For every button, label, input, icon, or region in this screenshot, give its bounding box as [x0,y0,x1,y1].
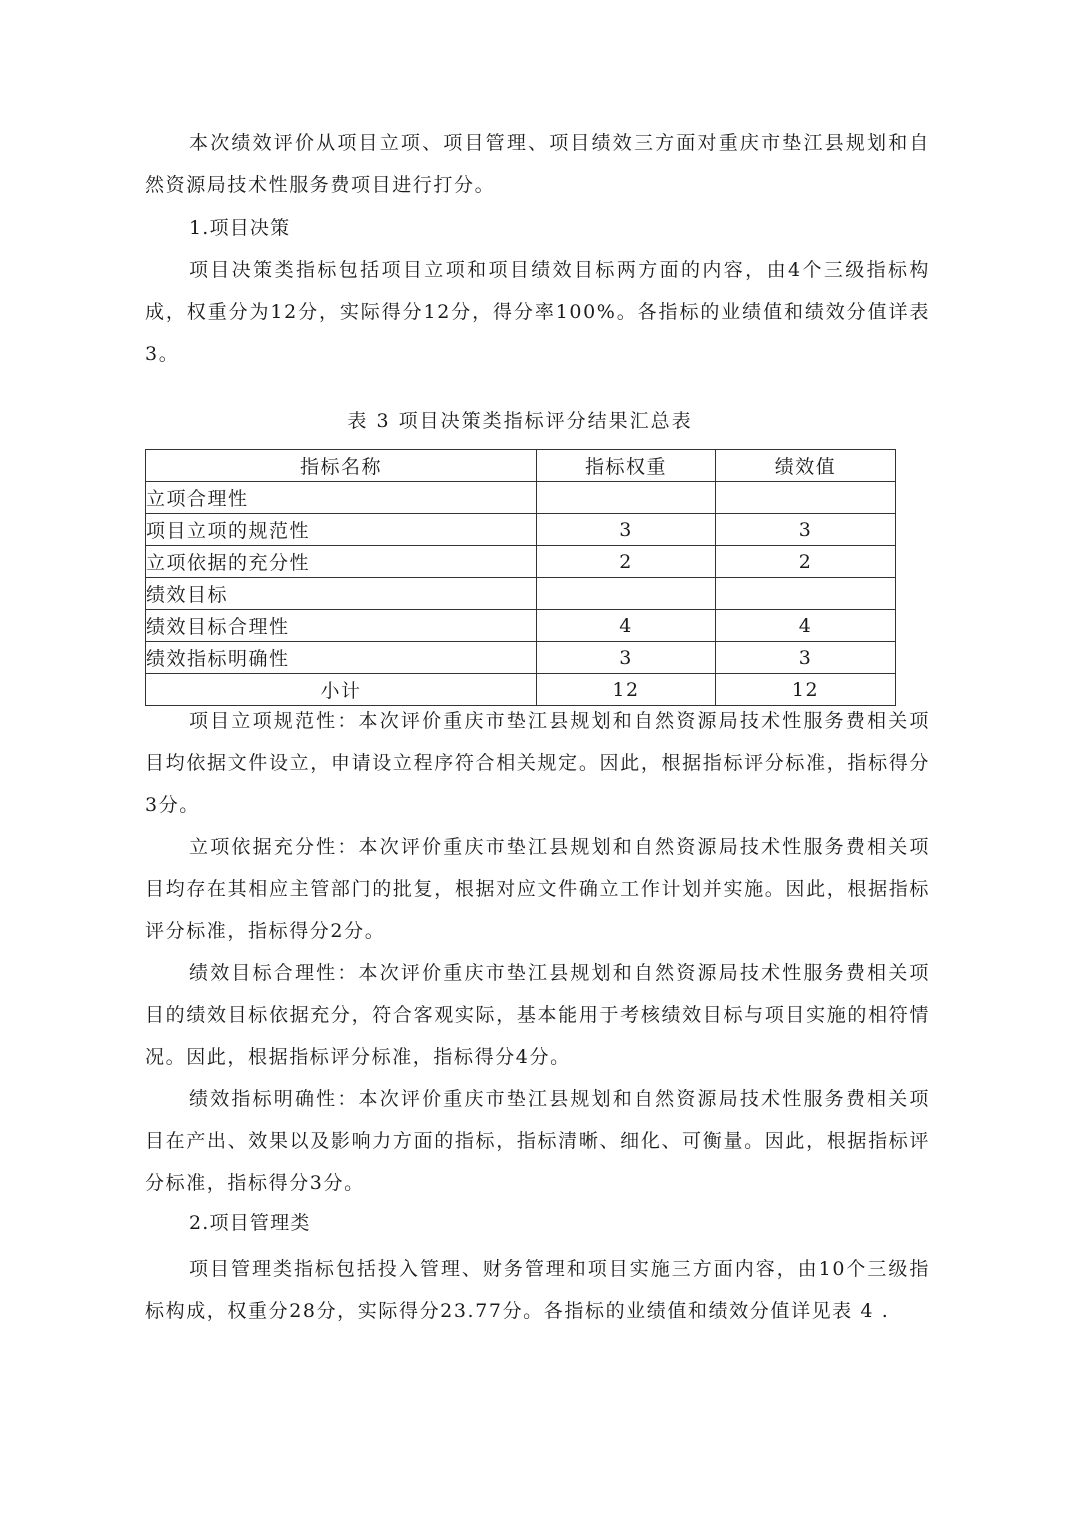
value-cell [716,482,896,514]
weight-cell [537,482,716,514]
header-indicator-name: 指标名称 [146,450,537,482]
indicator-name-cell: 绩效目标合理性 [146,610,537,642]
table-row [146,482,896,514]
value-cell: 3 [716,514,896,546]
decision-score-table [145,449,896,706]
header-performance-value: 绩效值 [716,450,896,482]
subtotal-weight-cell: 12 [537,674,716,706]
decision-description-paragraph: 项目决策类指标包括项目立项和项目绩效目标两方面的内容，由4个三级指标构成，权重分为12分，实际得分12分，得分率100%。各指标的业绩值和绩效分值详表3。 [145,259,930,365]
intro-paragraph: 本次绩效评价从项目立项、项目管理、项目绩效三方面对重庆市垫江县规划和自然资源局技术性服务费项目进行打分。 [145,132,930,196]
management-description-paragraph: 项目管理类指标包括投入管理、财务管理和项目实施三方面内容，由10个三级指标构成，权重分28分，实际得分23.77分。各指标的业绩值和绩效分值详见表 4 . [145,1258,930,1322]
section-heading-management: 2.项目管理类 [189,1212,311,1234]
subtotal-value-cell: 12 [716,674,896,706]
indicator-name-cell: 绩效目标 [146,578,537,610]
indicator-paragraph: 绩效指标明确性：本次评价重庆市垫江县规划和自然资源局技术性服务费相关项目在产出、效果以及影响力方面的指标，指标清晰、细化、可衡量。因此，根据指标评分标准，指标得分3分。 [145,1088,930,1194]
weight-cell: 4 [537,610,716,642]
header-indicator-weight: 指标权重 [537,450,716,482]
weight-cell: 2 [537,546,716,578]
weight-cell [537,578,716,610]
table-row [146,546,896,578]
subtotal-label-cell: 小计 [146,674,537,706]
table-row [146,610,896,642]
value-cell: 2 [716,546,896,578]
standard-paragraph: 项目立项规范性：本次评价重庆市垫江县规划和自然资源局技术性服务费相关项目均依据文件设立，申请设立程序符合相关规定。因此，根据指标评分标准，指标得分3分。 [145,710,930,816]
table-header-row [146,450,896,482]
indicator-name-cell: 绩效指标明确性 [146,642,537,674]
indicator-name-cell: 立项依据的充分性 [146,546,537,578]
value-cell: 3 [716,642,896,674]
indicator-name-cell: 立项合理性 [146,482,537,514]
table-caption: 表 3 项目决策类指标评分结果汇总表 [347,410,693,432]
basis-paragraph: 立项依据充分性：本次评价重庆市垫江县规划和自然资源局技术性服务费相关项目均存在其相应主管部门的批复，根据对应文件确立工作计划并实施。因此，根据指标评分标准，指标得分2分。 [145,836,930,942]
table-row [146,642,896,674]
value-cell [716,578,896,610]
section-heading-decision: 1.项目决策 [189,217,291,239]
indicator-name-cell: 项目立项的规范性 [146,514,537,546]
weight-cell: 3 [537,514,716,546]
table-row [146,514,896,546]
goal-paragraph: 绩效目标合理性：本次评价重庆市垫江县规划和自然资源局技术性服务费相关项目的绩效目标依据充分，符合客观实际，基本能用于考核绩效目标与项目实施的相符情况。因此，根据指标评分标准，指标得分4分。 [145,962,930,1068]
value-cell: 4 [716,610,896,642]
weight-cell: 3 [537,642,716,674]
table-row [146,578,896,610]
